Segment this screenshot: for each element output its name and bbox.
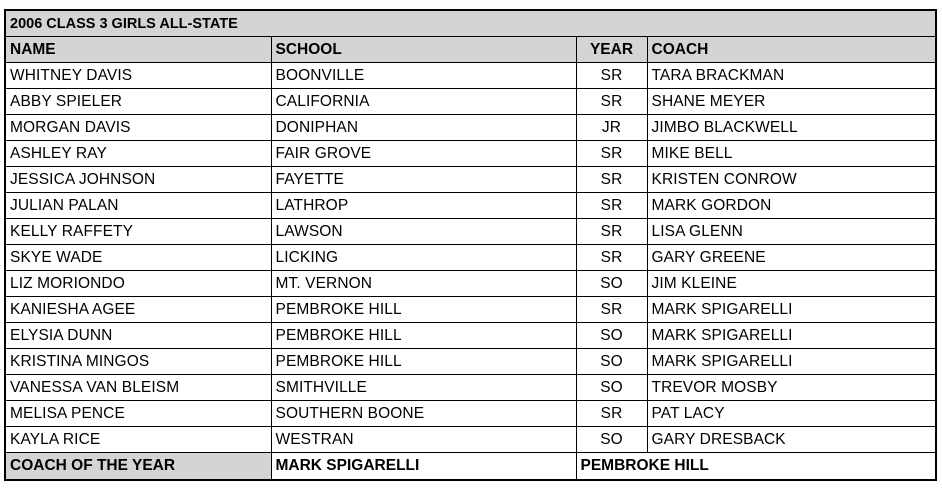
cell-school: FAIR GROVE bbox=[271, 141, 576, 167]
table-row bbox=[5, 427, 936, 453]
column-header-coach: COACH bbox=[647, 37, 936, 63]
cell-school: SOUTHERN BOONE bbox=[271, 401, 576, 427]
table-row bbox=[5, 219, 936, 245]
cell-name: KAYLA RICE bbox=[5, 427, 271, 453]
cell-name: JESSICA JOHNSON bbox=[5, 167, 271, 193]
cell-coach: JIMBO BLACKWELL bbox=[647, 115, 936, 141]
table-row bbox=[5, 141, 936, 167]
cell-year: SO bbox=[576, 323, 647, 349]
cell-coach: MARK SPIGARELLI bbox=[647, 323, 936, 349]
cell-year: SO bbox=[576, 271, 647, 297]
cell-school: FAYETTE bbox=[271, 167, 576, 193]
cell-year: SO bbox=[576, 375, 647, 401]
table-row bbox=[5, 115, 936, 141]
cell-coach: KRISTEN CONROW bbox=[647, 167, 936, 193]
cell-year: JR bbox=[576, 115, 647, 141]
cell-name: JULIAN PALAN bbox=[5, 193, 271, 219]
cell-coach: JIM KLEINE bbox=[647, 271, 936, 297]
cell-name: KELLY RAFFETY bbox=[5, 219, 271, 245]
table-row bbox=[5, 401, 936, 427]
cell-school: BOONVILLE bbox=[271, 63, 576, 89]
table-row bbox=[5, 63, 936, 89]
cell-coach: SHANE MEYER bbox=[647, 89, 936, 115]
cell-year: SR bbox=[576, 167, 647, 193]
coach-of-year-row bbox=[5, 453, 936, 481]
coach-of-year-label: COACH OF THE YEAR bbox=[5, 453, 271, 481]
coach-of-year-name: MARK SPIGARELLI bbox=[271, 453, 576, 481]
cell-coach: MARK SPIGARELLI bbox=[647, 297, 936, 323]
cell-school: SMITHVILLE bbox=[271, 375, 576, 401]
cell-school: PEMBROKE HILL bbox=[271, 349, 576, 375]
cell-name: KRISTINA MINGOS bbox=[5, 349, 271, 375]
cell-school: DONIPHAN bbox=[271, 115, 576, 141]
cell-year: SR bbox=[576, 193, 647, 219]
table-row bbox=[5, 193, 936, 219]
cell-year: SR bbox=[576, 219, 647, 245]
table-title: 2006 CLASS 3 GIRLS ALL-STATE bbox=[5, 10, 936, 37]
table-row bbox=[5, 271, 936, 297]
cell-school: PEMBROKE HILL bbox=[271, 297, 576, 323]
all-state-table bbox=[4, 9, 937, 481]
cell-year: SO bbox=[576, 349, 647, 375]
table-row bbox=[5, 349, 936, 375]
cell-year: SR bbox=[576, 89, 647, 115]
column-header-name: NAME bbox=[5, 37, 271, 63]
cell-school: PEMBROKE HILL bbox=[271, 323, 576, 349]
cell-year: SR bbox=[576, 63, 647, 89]
title-row bbox=[5, 10, 936, 37]
cell-coach: PAT LACY bbox=[647, 401, 936, 427]
cell-year: SO bbox=[576, 427, 647, 453]
cell-name: SKYE WADE bbox=[5, 245, 271, 271]
table-row bbox=[5, 297, 936, 323]
cell-coach: MARK GORDON bbox=[647, 193, 936, 219]
cell-name: MELISA PENCE bbox=[5, 401, 271, 427]
table-row bbox=[5, 167, 936, 193]
table-row bbox=[5, 245, 936, 271]
cell-coach: MIKE BELL bbox=[647, 141, 936, 167]
cell-coach: TREVOR MOSBY bbox=[647, 375, 936, 401]
cell-school: WESTRAN bbox=[271, 427, 576, 453]
cell-coach: GARY GREENE bbox=[647, 245, 936, 271]
header-row bbox=[5, 37, 936, 63]
cell-year: SR bbox=[576, 401, 647, 427]
cell-school: MT. VERNON bbox=[271, 271, 576, 297]
cell-name: WHITNEY DAVIS bbox=[5, 63, 271, 89]
cell-coach: LISA GLENN bbox=[647, 219, 936, 245]
cell-name: ELYSIA DUNN bbox=[5, 323, 271, 349]
cell-name: ABBY SPIELER bbox=[5, 89, 271, 115]
table-row bbox=[5, 89, 936, 115]
cell-name: KANIESHA AGEE bbox=[5, 297, 271, 323]
table-row bbox=[5, 323, 936, 349]
cell-coach: MARK SPIGARELLI bbox=[647, 349, 936, 375]
player-rows bbox=[5, 63, 936, 453]
cell-coach: TARA BRACKMAN bbox=[647, 63, 936, 89]
cell-school: LAWSON bbox=[271, 219, 576, 245]
cell-school: LICKING bbox=[271, 245, 576, 271]
column-header-school: SCHOOL bbox=[271, 37, 576, 63]
cell-school: CALIFORNIA bbox=[271, 89, 576, 115]
cell-year: SR bbox=[576, 245, 647, 271]
cell-name: LIZ MORIONDO bbox=[5, 271, 271, 297]
cell-coach: GARY DRESBACK bbox=[647, 427, 936, 453]
column-header-year: YEAR bbox=[576, 37, 647, 63]
cell-name: VANESSA VAN BLEISM bbox=[5, 375, 271, 401]
coach-of-year-school: PEMBROKE HILL bbox=[576, 453, 936, 481]
cell-name: MORGAN DAVIS bbox=[5, 115, 271, 141]
table-row bbox=[5, 375, 936, 401]
cell-name: ASHLEY RAY bbox=[5, 141, 271, 167]
cell-year: SR bbox=[576, 141, 647, 167]
cell-year: SR bbox=[576, 297, 647, 323]
cell-school: LATHROP bbox=[271, 193, 576, 219]
